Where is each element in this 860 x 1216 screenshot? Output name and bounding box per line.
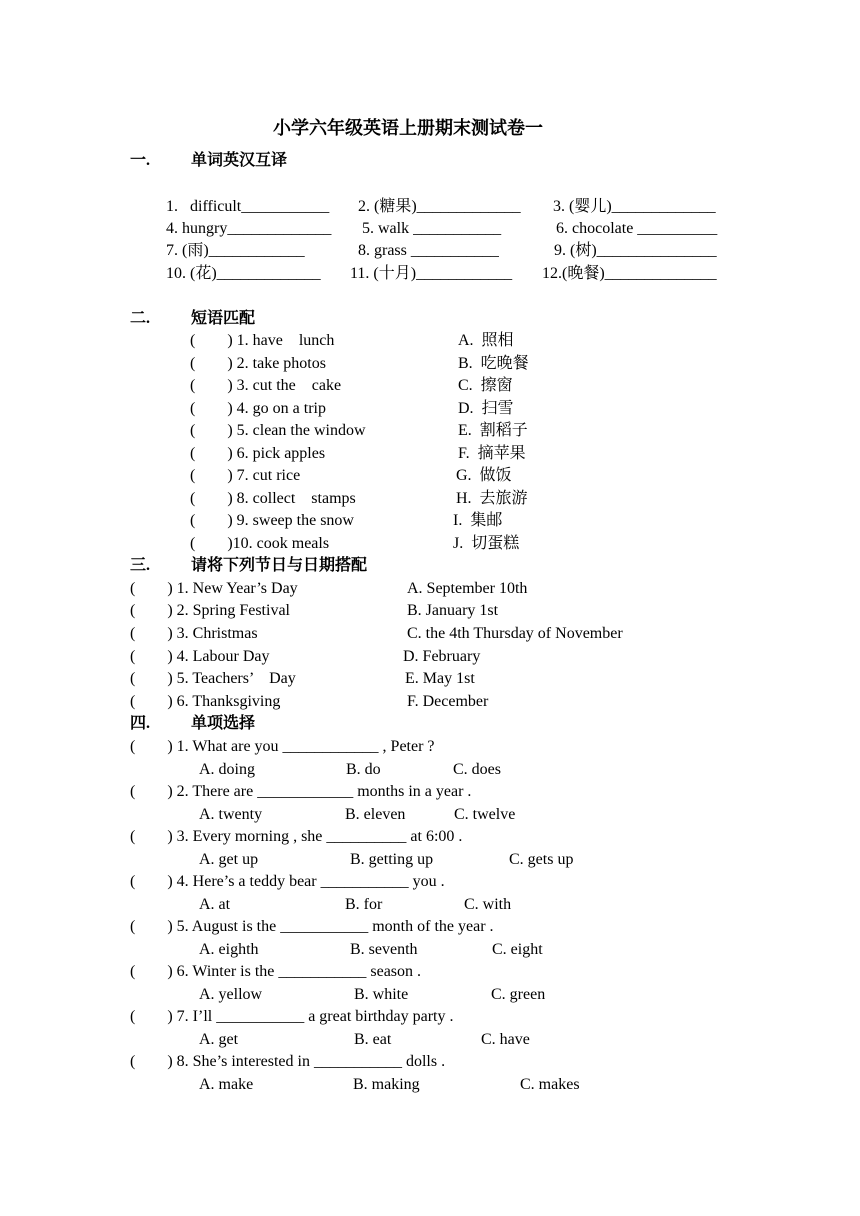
phrase-question: ( ) 3. cut the cake <box>190 377 342 394</box>
festival-question: ( ) 2. Spring Festival <box>130 602 290 619</box>
phrase-question: ( ) 4. go on a trip <box>190 400 326 417</box>
choice-option: B. making <box>353 1076 420 1093</box>
choice-option: C. with <box>464 896 512 913</box>
choice-option: A. get <box>199 1031 239 1048</box>
phrase-answer: E. 割稻子 <box>458 422 528 439</box>
phrase-question: ( ) 8. collect stamps <box>190 490 356 507</box>
festival-answer: F. December <box>407 693 489 710</box>
choice-option: A. yellow <box>199 986 263 1003</box>
festival-question: ( ) 4. Labour Day <box>130 648 270 665</box>
choice-question: ( ) 4. Here’s a teddy bear ___________ you . <box>130 873 445 890</box>
choice-option: B. eat <box>354 1031 392 1048</box>
choice-option: B. do <box>346 761 381 778</box>
choice-option: B. for <box>345 896 383 913</box>
choice-option: B. getting up <box>350 851 434 868</box>
vocab-item: 12.(晚餐)______________ <box>542 265 717 282</box>
section-1-title: 单词英汉互译 <box>191 152 288 169</box>
section-3-number: 三. <box>130 557 151 574</box>
festival-question: ( ) 5. Teachers’ Day <box>130 670 296 687</box>
vocab-item: 2. (糖果)_____________ <box>358 198 521 215</box>
choice-question: ( ) 7. I’ll ___________ a great birthday party . <box>130 1008 454 1025</box>
choice-option: B. eleven <box>345 806 406 823</box>
section-4-number: 四. <box>130 715 151 732</box>
choice-option: C. makes <box>520 1076 580 1093</box>
choice-option: C. eight <box>492 941 543 958</box>
choice-option: B. white <box>354 986 409 1003</box>
choice-question: ( ) 1. What are you ____________ , Peter ? <box>130 738 435 755</box>
festival-question: ( ) 1. New Year’s Day <box>130 580 298 597</box>
phrase-answer: I. 集邮 <box>453 512 503 529</box>
phrase-answer: A. 照相 <box>458 332 514 349</box>
festival-answer: E. May 1st <box>405 670 475 687</box>
phrase-question: ( ) 6. pick apples <box>190 445 326 462</box>
vocab-item: 11. (十月)____________ <box>350 265 513 282</box>
vocab-item: 6. chocolate __________ <box>556 220 718 237</box>
vocab-item: 3. (婴儿)_____________ <box>553 198 716 215</box>
phrase-answer: G. 做饭 <box>456 467 512 484</box>
phrase-question: ( ) 7. cut rice <box>190 467 301 484</box>
choice-option: C. gets up <box>509 851 574 868</box>
phrase-answer: B. 吃晚餐 <box>458 355 529 372</box>
vocab-item: 5. walk ___________ <box>362 220 502 237</box>
choice-option: C. twelve <box>454 806 516 823</box>
choice-option: A. doing <box>199 761 255 778</box>
choice-option: A. make <box>199 1076 254 1093</box>
phrase-question: ( ) 2. take photos <box>190 355 326 372</box>
choice-option: A. at <box>199 896 231 913</box>
choice-option: C. does <box>453 761 501 778</box>
choice-option: B. seventh <box>350 941 418 958</box>
festival-answer: C. the 4th Thursday of November <box>407 625 623 642</box>
phrase-question: ( ) 1. have lunch <box>190 332 335 349</box>
vocab-item: 9. (树)_______________ <box>554 242 717 259</box>
phrase-answer: D. 扫雪 <box>458 400 514 417</box>
phrase-answer: H. 去旅游 <box>456 490 528 507</box>
choice-option: A. get up <box>199 851 259 868</box>
section-2-number: 二. <box>130 310 151 327</box>
phrase-answer: J. 切蛋糕 <box>453 535 520 552</box>
choice-question: ( ) 3. Every morning , she __________ at 6:00 . <box>130 828 463 845</box>
choice-option: A. twenty <box>199 806 263 823</box>
choice-option: C. green <box>491 986 546 1003</box>
festival-question: ( ) 3. Christmas <box>130 625 258 642</box>
vocab-item: 10. (花)_____________ <box>166 265 321 282</box>
choice-question: ( ) 8. She’s interested in ___________ dolls . <box>130 1053 446 1070</box>
festival-answer: A. September 10th <box>407 580 528 597</box>
section-3-title: 请将下列节日与日期搭配 <box>191 557 368 574</box>
section-2-title: 短语匹配 <box>191 310 256 327</box>
phrase-question: ( )10. cook meals <box>190 535 330 552</box>
section-4-title: 单项选择 <box>191 715 256 732</box>
phrase-question: ( ) 5. clean the window <box>190 422 366 439</box>
vocab-item: 7. (雨)____________ <box>166 242 305 259</box>
choice-question: ( ) 2. There are ____________ months in a year . <box>130 783 472 800</box>
page-title: 小学六年级英语上册期末测试卷一 <box>273 118 543 138</box>
phrase-answer: C. 擦窗 <box>458 377 513 394</box>
vocab-item: 1. difficult___________ <box>166 198 330 215</box>
choice-question: ( ) 5. August is the ___________ month of the year . <box>130 918 494 935</box>
festival-answer: D. February <box>403 648 481 665</box>
festival-question: ( ) 6. Thanksgiving <box>130 693 281 710</box>
section-1-number: 一. <box>130 152 151 169</box>
choice-option: C. have <box>481 1031 530 1048</box>
choice-question: ( ) 6. Winter is the ___________ season . <box>130 963 422 980</box>
choice-option: A. eighth <box>199 941 259 958</box>
vocab-item: 8. grass ___________ <box>358 242 499 259</box>
phrase-question: ( ) 9. sweep the snow <box>190 512 354 529</box>
festival-answer: B. January 1st <box>407 602 499 619</box>
phrase-answer: F. 摘苹果 <box>458 445 526 462</box>
vocab-item: 4. hungry_____________ <box>166 220 332 237</box>
